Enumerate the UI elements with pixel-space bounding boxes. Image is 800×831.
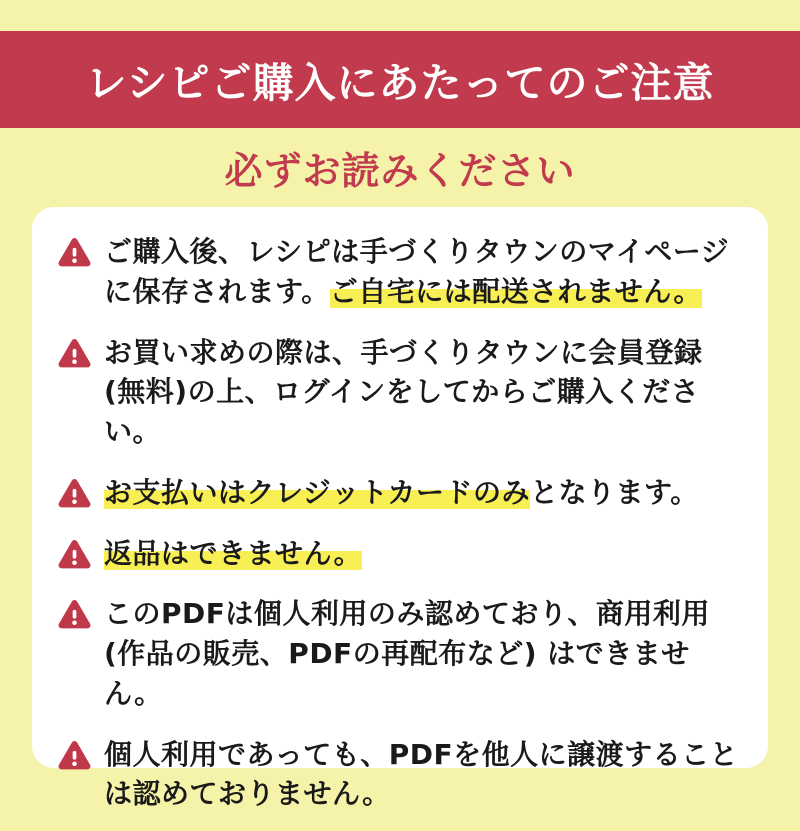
notice-item-2 xyxy=(58,333,742,452)
warning-triangle-icon xyxy=(58,599,91,630)
notice-panel xyxy=(32,207,768,811)
plain-text: お買い求めの際は、手づくりタウンに会員登録(無料)の上、ログインをしてからご購入ください。 xyxy=(104,335,703,448)
notice-text xyxy=(104,534,362,574)
notice-list xyxy=(58,232,742,814)
warning-triangle-icon xyxy=(58,478,91,509)
notice-title-banner xyxy=(0,31,800,128)
highlighted-text: 返品はできません。 xyxy=(104,536,363,570)
notice-text xyxy=(104,473,699,513)
subtitle-row xyxy=(0,128,800,207)
highlighted-text: お支払いはクレジットカードのみ xyxy=(104,475,530,509)
notice-text xyxy=(104,735,742,815)
page-title: レシピご購入にあたってのご注意 xyxy=(85,59,715,107)
highlighted-text: ご自宅には配送されません。 xyxy=(329,274,702,308)
plain-text: となります。 xyxy=(529,475,699,509)
notice-item-6 xyxy=(58,735,742,815)
warning-triangle-icon xyxy=(58,237,91,268)
plain-text: 個人利用であっても、PDFを他人に譲渡することは認めておりません。 xyxy=(104,737,739,811)
warning-triangle-icon xyxy=(58,740,91,771)
notice-item-1 xyxy=(58,232,742,312)
warning-triangle-icon xyxy=(58,338,91,369)
warning-triangle-icon xyxy=(58,539,91,570)
notice-text xyxy=(104,594,742,713)
notice-item-3 xyxy=(58,473,742,513)
notice-text xyxy=(104,232,742,312)
plain-text: このPDFは個人利用のみ認めており、商用利用(作品の販売、PDFの再配布など) はできません。 xyxy=(104,597,710,710)
notice-item-5 xyxy=(58,594,742,713)
notice-text xyxy=(104,333,742,452)
must-read-subtitle: 必ずお読みください xyxy=(224,149,576,193)
plain-text: ご購入後、レシピは手づくりタウンのマイページに保存されます。 xyxy=(104,235,730,308)
notice-item-4 xyxy=(58,534,742,574)
